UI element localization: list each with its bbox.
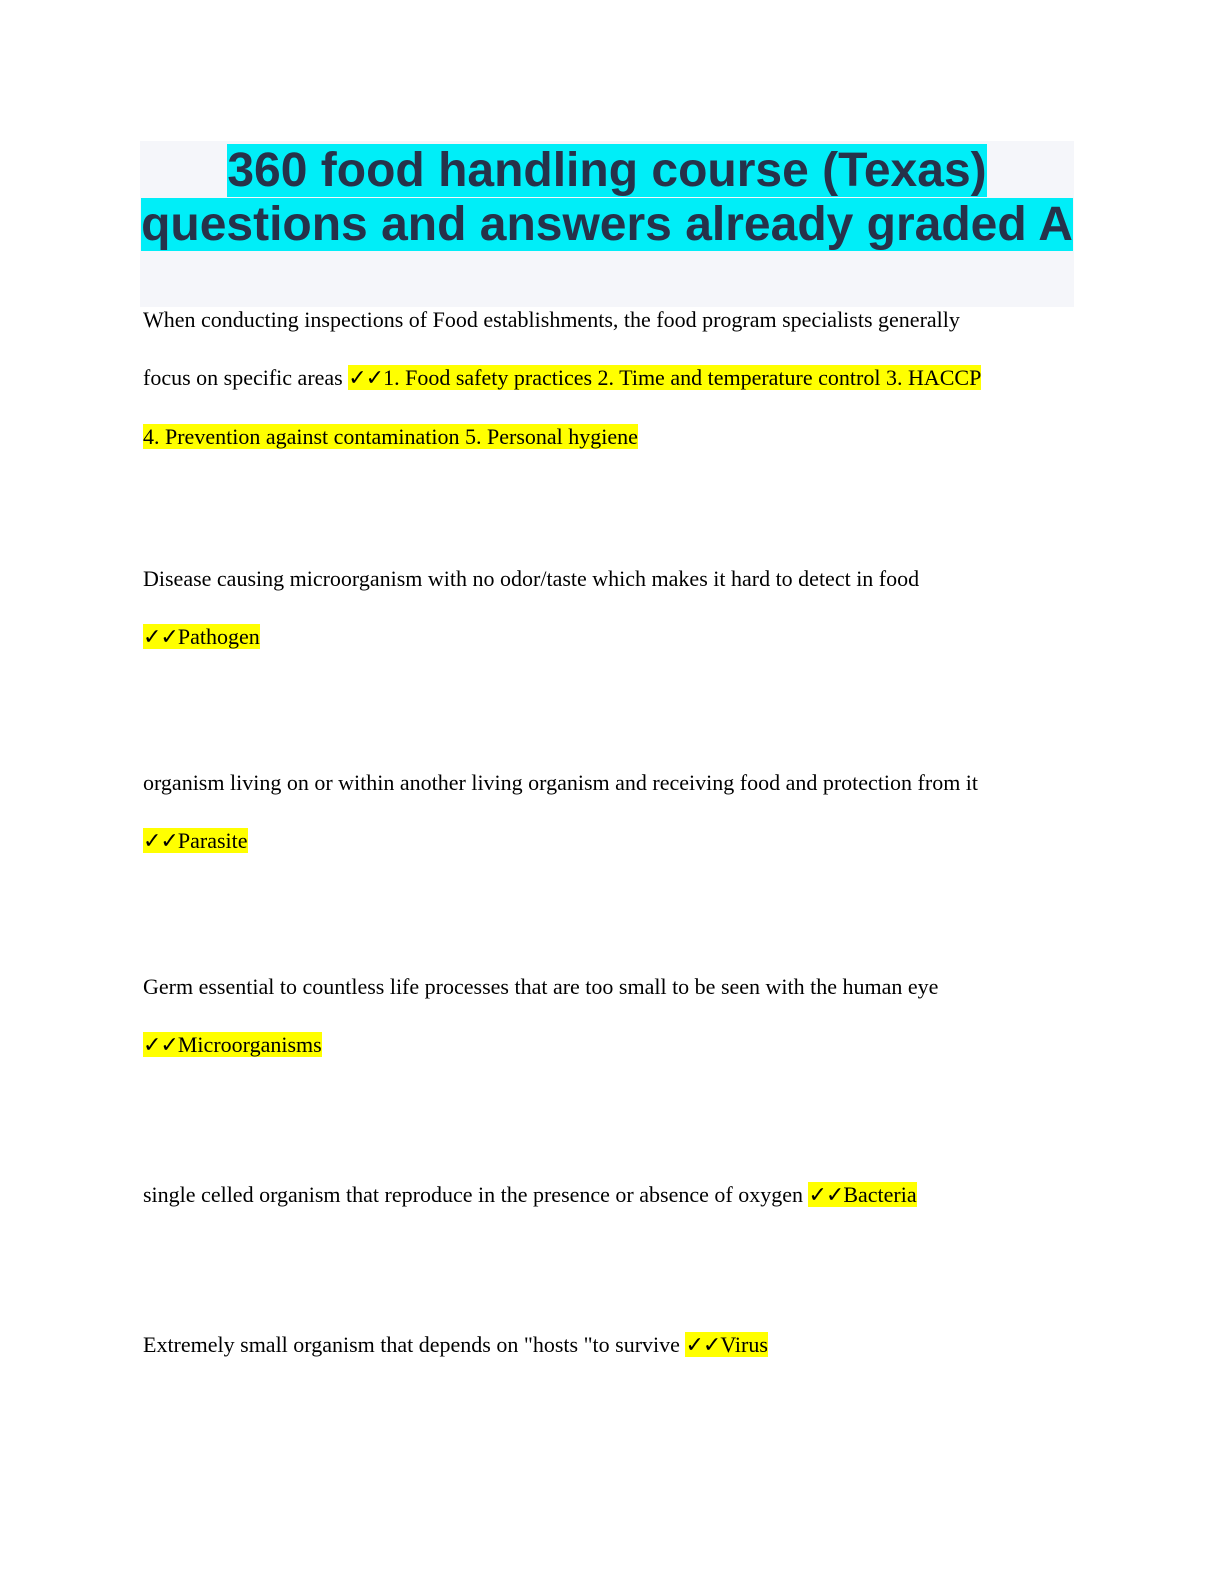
double-check-icon: ✓✓ [808,1183,844,1208]
answer-text: 1. Food safety practices 2. Time and temperature control 3. HACCP [383,365,982,390]
question-text: When conducting inspections of Food establishments, the food program specialists generally [143,307,960,332]
qa-item-2 [143,550,1073,667]
qa-item-4 [143,958,1073,1075]
answer-line [143,408,1073,466]
title-line-1: 360 food handling course (Texas) [227,144,987,197]
answer-text: Microorganisms [177,1032,322,1057]
question-text: Extremely small organism that depends on "hosts "to survive [143,1332,686,1357]
answer-text: Bacteria [843,1182,917,1207]
answer-highlight [685,1332,767,1357]
qa-item-3 [143,754,1073,871]
question-text: organism living on or within another living organism and receiving food and protection from it [143,770,979,795]
answer-highlight [143,828,248,853]
answer-line [143,812,1073,871]
question-text: single celled organism that reproduce in the presence or absence of oxygen [143,1182,809,1207]
answer-text: 4. Prevention against contamination 5. Personal hygiene [143,424,638,449]
question-text: Disease causing microorganism with no odor/taste which makes it hard to detect in food [143,566,920,591]
document-title [140,141,1074,307]
answer-highlight [143,1032,322,1057]
question-text: Germ essential to countless life processes that are too small to be seen with the human eye [143,974,939,999]
answer-line [143,1016,1073,1075]
qa-item-1 [143,291,1073,466]
double-check-icon: ✓✓ [143,829,178,854]
question-answer-line [143,1166,1073,1225]
double-check-icon: ✓✓ [143,625,178,650]
qa-item-6 [143,1316,1073,1375]
answer-text: Pathogen [177,624,260,649]
answer-text: Parasite [177,828,248,853]
answer-highlight [348,365,981,390]
double-check-icon: ✓✓ [143,1033,178,1058]
answer-highlight [143,624,260,649]
question-answer-line [143,349,1073,408]
question-text: focus on specific areas [143,365,349,390]
double-check-icon: ✓✓ [685,1333,721,1358]
answer-highlight [808,1182,916,1207]
title-line-2: questions and answers already graded A [141,198,1073,251]
double-check-icon: ✓✓ [348,366,384,391]
answer-text: Virus [720,1332,768,1357]
question-answer-line [143,1316,1073,1375]
answer-line [143,608,1073,667]
qa-item-5 [143,1166,1073,1225]
